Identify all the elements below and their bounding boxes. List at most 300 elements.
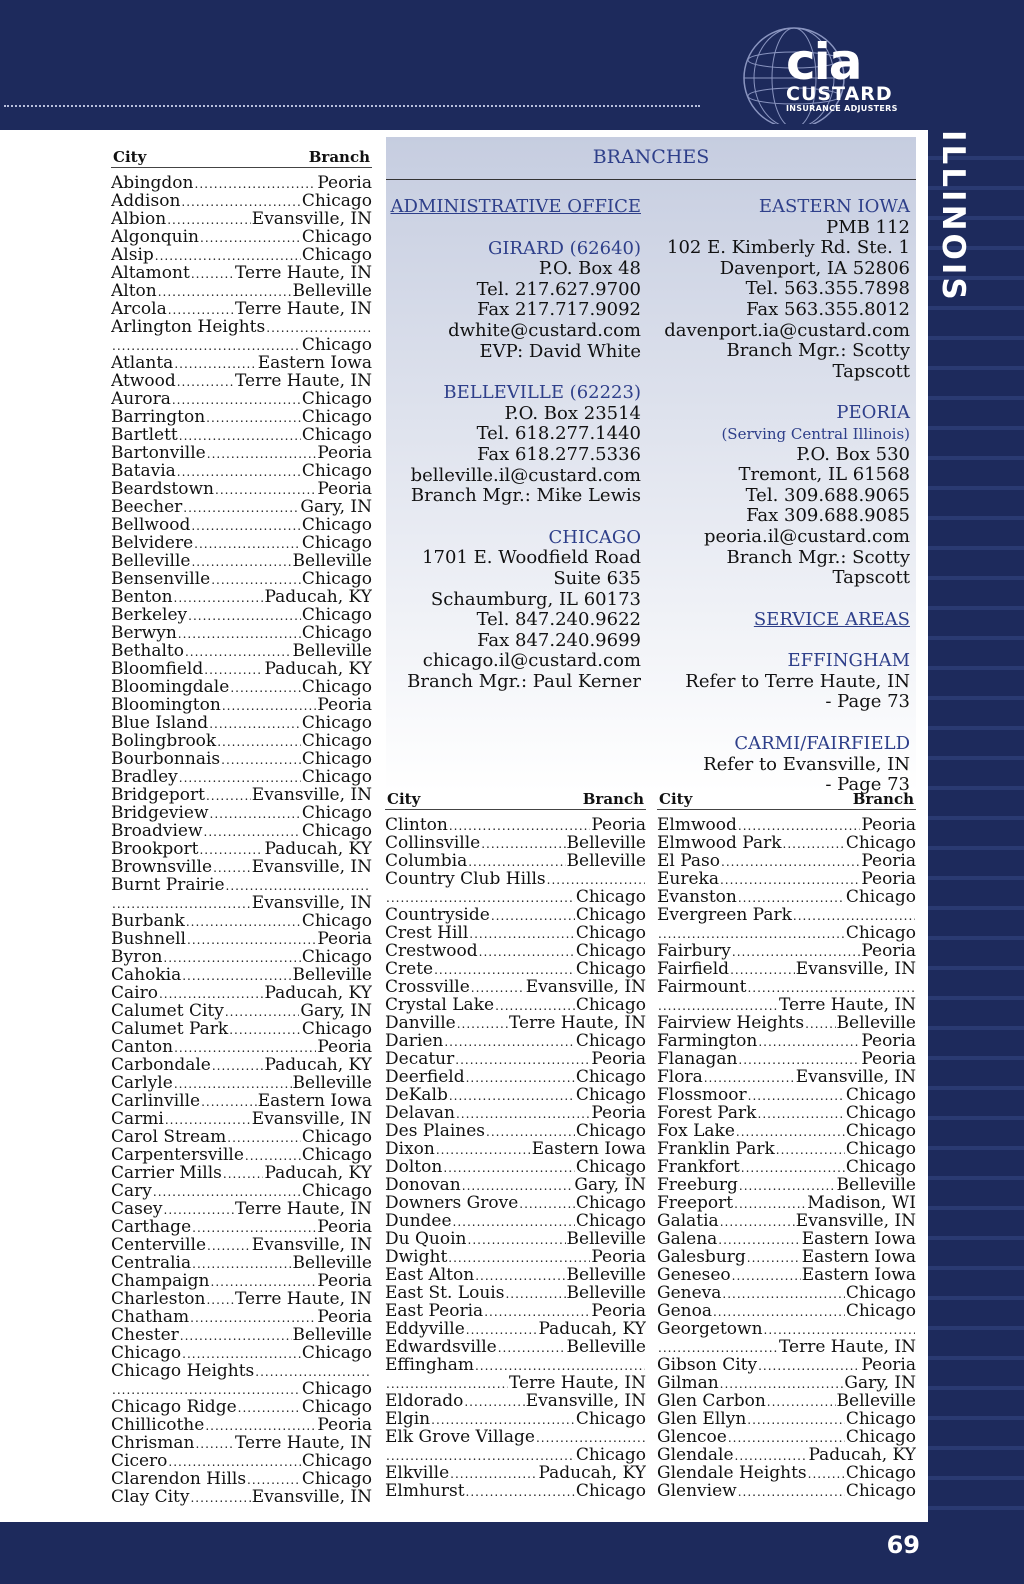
- list-item: [111, 1182, 372, 1200]
- city-name: Chrisman: [111, 1434, 195, 1452]
- list-item: [111, 588, 372, 606]
- branch-detail: dwhite@custard.com: [448, 319, 641, 341]
- city-name: Bartonville: [111, 444, 206, 462]
- city-name: Belleville: [111, 552, 191, 570]
- city-name: Alton: [111, 282, 157, 300]
- list-item: [111, 858, 372, 876]
- dot-leader: [187, 930, 316, 948]
- dot-leader: [728, 1428, 845, 1446]
- dot-leader: [738, 816, 860, 834]
- city-name: Centralia: [111, 1254, 192, 1272]
- dot-leader: [720, 870, 860, 888]
- city-name: Dolton: [385, 1158, 443, 1176]
- dot-leader: [386, 1446, 575, 1464]
- city-name: Bethalto: [111, 642, 184, 660]
- dot-leader: [732, 1266, 801, 1284]
- city-name: Country Club Hills: [385, 870, 546, 888]
- city-name: Darien: [385, 1032, 444, 1050]
- city-name: Clarendon Hills: [111, 1470, 247, 1488]
- list-item: [111, 696, 372, 714]
- branch-name: Chicago: [575, 1068, 646, 1086]
- dot-leader: [164, 1200, 234, 1218]
- city-name: Centerville: [111, 1236, 207, 1254]
- city-name: Charleston: [111, 1290, 206, 1308]
- list-item: [657, 906, 916, 924]
- branch-name: Peoria: [861, 942, 916, 960]
- branch-name: Chicago: [301, 1128, 372, 1146]
- list-item: [385, 1302, 646, 1320]
- city-name: Clay City: [111, 1488, 190, 1506]
- dot-leader: [223, 1164, 264, 1182]
- branch-heading: EFFINGHAM: [787, 650, 910, 672]
- dot-leader: [191, 552, 291, 570]
- dot-leader: [713, 1302, 845, 1320]
- city-name: Crystal Lake: [385, 996, 495, 1014]
- list-item: [111, 282, 372, 300]
- list-item: [111, 390, 372, 408]
- dot-leader: [491, 906, 575, 924]
- list-item: [111, 1020, 372, 1038]
- city-name: Effingham: [385, 1356, 474, 1374]
- list-item: [111, 1416, 372, 1434]
- branch-name: Peoria: [591, 1248, 646, 1266]
- branch-name: Belleville: [292, 282, 372, 300]
- city-name: Geneseo: [657, 1266, 731, 1284]
- list-item: [111, 1110, 372, 1128]
- city-name: Carbondale: [111, 1056, 211, 1074]
- city-name: Glendale Heights: [657, 1464, 807, 1482]
- branch-name: Chicago: [575, 1086, 646, 1104]
- city-name: Burnt Prairie: [111, 876, 225, 894]
- dot-leader: [195, 174, 317, 192]
- city-name: Downers Grove: [385, 1194, 519, 1212]
- branch-name: Chicago: [845, 1464, 916, 1482]
- branch-detail: chicago.il@custard.com: [422, 650, 641, 672]
- city-name: Bellwood: [111, 516, 191, 534]
- dot-leader: [210, 804, 301, 822]
- city-name: Galesburg: [657, 1248, 746, 1266]
- city-name: Crossville: [385, 978, 470, 996]
- city-name: Crest Hill: [385, 924, 469, 942]
- branch-name: Paducah, KY: [264, 588, 372, 606]
- branch-name: Evansville, IN: [251, 1110, 372, 1128]
- dot-leader: [229, 1020, 301, 1038]
- city-name: Columbia: [385, 852, 468, 870]
- city-name: Dixon: [385, 1140, 435, 1158]
- branch-detail: Tel. 847.240.9622: [476, 609, 641, 631]
- city-name: DeKalb: [385, 1086, 448, 1104]
- list-item: [657, 996, 916, 1014]
- branch-name: Chicago: [301, 768, 372, 786]
- branch-name: Chicago: [301, 192, 372, 210]
- list-item: [111, 1056, 372, 1074]
- branch-name: Chicago: [845, 1158, 916, 1176]
- dot-leader: [718, 1230, 800, 1248]
- city-name: Byron: [111, 948, 163, 966]
- list-item: [111, 336, 372, 354]
- list-item: [385, 1230, 646, 1248]
- branch-detail: 102 E. Kimberly Rd. Ste. 1: [667, 237, 910, 259]
- column-header: [657, 790, 916, 810]
- dot-leader: [481, 834, 565, 852]
- list-item: [657, 888, 916, 906]
- list-item: [385, 852, 646, 870]
- city-name: Belvidere: [111, 534, 194, 552]
- dot-leader: [471, 978, 525, 996]
- state-label: ILLINOIS: [935, 130, 971, 303]
- list-item: [111, 1398, 372, 1416]
- list-item: [111, 1074, 372, 1092]
- city-name: Elgin: [385, 1410, 431, 1428]
- city-name: Evanston: [657, 888, 737, 906]
- city-name: Chester: [111, 1326, 179, 1344]
- dot-leader: [192, 1218, 316, 1236]
- dot-leader: [734, 1194, 806, 1212]
- dot-leader: [209, 714, 301, 732]
- dot-leader: [195, 1434, 234, 1452]
- branch-detail: Refer to Terre Haute, IN: [685, 670, 910, 692]
- city-name: Fairmount: [657, 978, 747, 996]
- logo-main: cia: [786, 33, 861, 91]
- list-item: [111, 948, 372, 966]
- list-item: [385, 1014, 646, 1032]
- branch-name: Chicago: [301, 462, 372, 480]
- branch-name: Evansville, IN: [525, 978, 646, 996]
- city-name: Dwight: [385, 1248, 448, 1266]
- list-item: [111, 498, 372, 516]
- list-item: [111, 1218, 372, 1236]
- branch-name: Terre Haute, IN: [235, 1434, 372, 1452]
- city-name: Geneva: [657, 1284, 722, 1302]
- branch-name: Terre Haute, IN: [779, 996, 916, 1014]
- dot-leader: [738, 1482, 845, 1500]
- spacer: [655, 713, 910, 734]
- branch-name: Paducah, KY: [538, 1320, 646, 1338]
- list-item: [111, 732, 372, 750]
- city-name: Clinton: [385, 816, 448, 834]
- city-name: Bloomfield: [111, 660, 204, 678]
- list-item: [111, 786, 372, 804]
- list-item: [111, 1128, 372, 1146]
- branch-name: Chicago: [301, 1020, 372, 1038]
- city-name: Cahokia: [111, 966, 182, 984]
- dot-leader: [767, 1392, 836, 1410]
- city-name: Carlinville: [111, 1092, 201, 1110]
- list-item: [385, 1104, 646, 1122]
- list-item: [657, 1356, 916, 1374]
- list-item: [385, 1122, 646, 1140]
- dot-leader: [658, 996, 778, 1014]
- list-item: [385, 1356, 646, 1374]
- dot-leader: [386, 1374, 508, 1392]
- list-item: [657, 1050, 916, 1068]
- city-name: Flossmoor: [657, 1086, 747, 1104]
- dot-leader: [190, 1488, 250, 1506]
- city-name: Addison: [111, 192, 181, 210]
- list-item: [385, 924, 646, 942]
- city-name: Chatham: [111, 1308, 190, 1326]
- branch-name: Chicago: [845, 1104, 916, 1122]
- list-item: [111, 930, 372, 948]
- branch-name: Peoria: [861, 1050, 916, 1068]
- list-item: [385, 1194, 646, 1212]
- list-item: [657, 834, 916, 852]
- dot-leader: [805, 1014, 835, 1032]
- list-item: [385, 870, 646, 888]
- branch-name: Evansville, IN: [251, 786, 372, 804]
- list-item: [657, 1086, 916, 1104]
- dot-leader: [180, 1326, 292, 1344]
- city-name: Burbank: [111, 912, 185, 930]
- branch-name: Peoria: [861, 870, 916, 888]
- branch-detail: Branch Mgr.: Scotty Tapscott: [726, 546, 910, 589]
- branch-name: Paducah, KY: [264, 984, 372, 1002]
- dot-leader: [730, 960, 795, 978]
- city-name: Broadview: [111, 822, 203, 840]
- list-item: [111, 300, 372, 318]
- city-name: Freeburg: [657, 1176, 738, 1194]
- branch-header: Branch: [582, 790, 644, 808]
- page-number: 69: [886, 1531, 920, 1559]
- dot-leader: [736, 1122, 845, 1140]
- city-name: Barrington: [111, 408, 206, 426]
- branch-detail: PMB 112: [826, 216, 910, 238]
- dot-leader: [165, 1110, 251, 1128]
- footer-band: [0, 1522, 1024, 1584]
- city-name: Bridgeport: [111, 786, 205, 804]
- city-name: Carlyle: [111, 1074, 173, 1092]
- dot-leader: [221, 750, 301, 768]
- city-name: Flanagan: [657, 1050, 738, 1068]
- list-item: [111, 174, 372, 192]
- list-item: [111, 768, 372, 786]
- dot-leader: [112, 1380, 301, 1398]
- list-item: [111, 984, 372, 1002]
- dot-leader: [658, 924, 845, 942]
- dot-leader: [174, 588, 264, 606]
- city-name: Genoa: [657, 1302, 712, 1320]
- list-item: [657, 852, 916, 870]
- city-name: Du Quoin: [385, 1230, 467, 1248]
- city-name: Bloomington: [111, 696, 221, 714]
- dot-leader: [215, 480, 316, 498]
- branch-name: Eastern Iowa: [257, 1092, 372, 1110]
- branches-right-column: [655, 197, 910, 796]
- list-item: [111, 246, 372, 264]
- city-name: Bourbonnais: [111, 750, 221, 768]
- branch-name: Chicago: [301, 534, 372, 552]
- branch-name: Belleville: [566, 852, 646, 870]
- list-item: [111, 534, 372, 552]
- city-name: Farmington: [657, 1032, 758, 1050]
- dot-leader: [199, 840, 263, 858]
- branch-name: Terre Haute, IN: [235, 1290, 372, 1308]
- city-name: Algonquin: [111, 228, 199, 246]
- branch-name: Peoria: [317, 930, 372, 948]
- branch-name: Chicago: [301, 1182, 372, 1200]
- branch-name: Chicago: [301, 606, 372, 624]
- list-item: [385, 1374, 646, 1392]
- branch-detail: Tel. 217.627.9700: [476, 278, 641, 300]
- branch-name: Chicago: [301, 1344, 372, 1362]
- city-name: Elmwood Park: [657, 834, 782, 852]
- list-item: [657, 1014, 916, 1032]
- dot-leader: [776, 1140, 845, 1158]
- city-name: Edwardsville: [385, 1338, 497, 1356]
- dot-leader: [211, 1272, 317, 1290]
- dot-leader: [658, 1338, 778, 1356]
- city-name: Glen Carbon: [657, 1392, 766, 1410]
- dot-leader: [207, 444, 317, 462]
- branch-name: Chicago: [575, 1122, 646, 1140]
- branch-name: Peoria: [317, 696, 372, 714]
- branch-heading: PEORIA: [836, 402, 910, 424]
- branch-name: Paducah, KY: [808, 1446, 916, 1464]
- branch-name: Chicago: [845, 1302, 916, 1320]
- branch-name: Terre Haute, IN: [235, 300, 372, 318]
- branch-name: Belleville: [836, 1392, 916, 1410]
- dot-leader: [783, 834, 845, 852]
- list-item: [111, 804, 372, 822]
- list-item: [657, 1392, 916, 1410]
- list-item: [111, 426, 372, 444]
- list-item: [111, 642, 372, 660]
- branch-name: Belleville: [292, 1074, 372, 1092]
- branch-heading: BELLEVILLE (62223): [443, 382, 641, 404]
- branch-name: Gary, IN: [300, 498, 372, 516]
- dot-leader: [449, 816, 590, 834]
- list-item: [657, 870, 916, 888]
- dot-leader: [206, 786, 251, 804]
- branch-detail: davenport.ia@custard.com: [664, 319, 910, 341]
- city-name: Alsip: [111, 246, 154, 264]
- city-name: Galatia: [657, 1212, 719, 1230]
- branch-name: Chicago: [301, 732, 372, 750]
- side-band: [928, 130, 1024, 1522]
- list-item: [111, 894, 372, 912]
- branch-detail: Fax 847.240.9699: [477, 629, 641, 651]
- city-name: Blue Island: [111, 714, 209, 732]
- dot-leader: [547, 870, 645, 888]
- branch-name: Chicago: [301, 570, 372, 588]
- city-name: Decatur: [385, 1050, 455, 1068]
- dot-leader: [174, 1038, 316, 1056]
- dot-leader: [519, 1194, 575, 1212]
- branch-name: Chicago: [301, 804, 372, 822]
- dot-leader: [386, 888, 575, 906]
- branch-name: Chicago: [575, 1212, 646, 1230]
- dot-leader: [444, 1032, 574, 1050]
- dot-leader: [205, 1416, 316, 1434]
- city-name: Atlanta: [111, 354, 174, 372]
- dot-leader: [456, 1104, 590, 1122]
- dot-leader: [739, 1176, 836, 1194]
- dot-leader: [181, 192, 300, 210]
- branch-name: Peoria: [591, 1050, 646, 1068]
- dot-leader: [168, 1452, 300, 1470]
- city-name: Georgetown: [657, 1320, 763, 1338]
- dot-leader: [449, 1086, 575, 1104]
- branch-name: Peoria: [317, 1038, 372, 1056]
- branch-name: Gary, IN: [844, 1374, 916, 1392]
- dot-leader: [721, 852, 860, 870]
- branch-name: Chicago: [575, 942, 646, 960]
- dot-leader: [211, 570, 301, 588]
- dot-leader: [204, 660, 263, 678]
- branch-heading: EASTERN IOWA: [758, 196, 910, 217]
- branch-detail: EVP: David White: [479, 340, 641, 362]
- city-name: Bolingbrook: [111, 732, 217, 750]
- dot-leader: [479, 942, 575, 960]
- city-list: [657, 816, 916, 1500]
- dot-leader: [434, 960, 575, 978]
- city-name: Gilman: [657, 1374, 719, 1392]
- list-item: [111, 840, 372, 858]
- branch-name: Madison, WI: [807, 1194, 916, 1212]
- list-item: [111, 1146, 372, 1164]
- branch-name: Chicago: [301, 246, 372, 264]
- city-name: Elmwood: [657, 816, 737, 834]
- spacer: [655, 382, 910, 403]
- dot-leader: [200, 228, 301, 246]
- branch-name: Evansville, IN: [795, 1212, 916, 1230]
- dot-leader: [453, 1212, 575, 1230]
- logo-name: CUSTARD: [786, 83, 893, 105]
- list-item: [111, 876, 372, 894]
- dot-leader: [747, 978, 915, 996]
- dot-leader: [179, 768, 301, 786]
- dot-leader: [747, 1248, 801, 1266]
- dot-leader: [177, 372, 234, 390]
- dot-leader: [484, 1302, 590, 1320]
- list-item: [657, 1266, 916, 1284]
- branch-name: Chicago: [575, 996, 646, 1014]
- list-item: [657, 1302, 916, 1320]
- dot-leader: [486, 1122, 575, 1140]
- branches-title: BRANCHES: [386, 137, 916, 180]
- branch-name: Belleville: [566, 1266, 646, 1284]
- city-name: Carol Stream: [111, 1128, 227, 1146]
- branch-heading: GIRARD (62640): [487, 237, 641, 259]
- list-item: [385, 888, 646, 906]
- list-item: [111, 516, 372, 534]
- list-item: [111, 1380, 372, 1398]
- list-item: [385, 1464, 646, 1482]
- city-name: Elk Grove Village: [385, 1428, 535, 1446]
- city-name: Glencoe: [657, 1428, 727, 1446]
- branch-name: Chicago: [301, 336, 372, 354]
- branch-name: Peoria: [317, 1218, 372, 1236]
- dot-leader: [722, 1284, 844, 1302]
- city-name: Carmi: [111, 1110, 164, 1128]
- branch-heading: CHICAGO: [548, 526, 641, 548]
- dot-leader: [741, 1158, 845, 1176]
- city-name: Atwood: [111, 372, 176, 390]
- list-item: [657, 1104, 916, 1122]
- branch-detail: (Serving Central Illinois): [721, 424, 910, 443]
- branch-name: Belleville: [566, 1284, 646, 1302]
- dot-leader: [738, 1050, 860, 1068]
- city-name: Abingdon: [111, 174, 194, 192]
- list-item: [657, 1032, 916, 1050]
- list-item: [385, 1086, 646, 1104]
- list-item: [385, 1032, 646, 1050]
- city-name: Glen Ellyn: [657, 1410, 747, 1428]
- city-header: City: [113, 148, 147, 166]
- list-item: [111, 624, 372, 642]
- list-item: [657, 1212, 916, 1230]
- list-item: [657, 1410, 916, 1428]
